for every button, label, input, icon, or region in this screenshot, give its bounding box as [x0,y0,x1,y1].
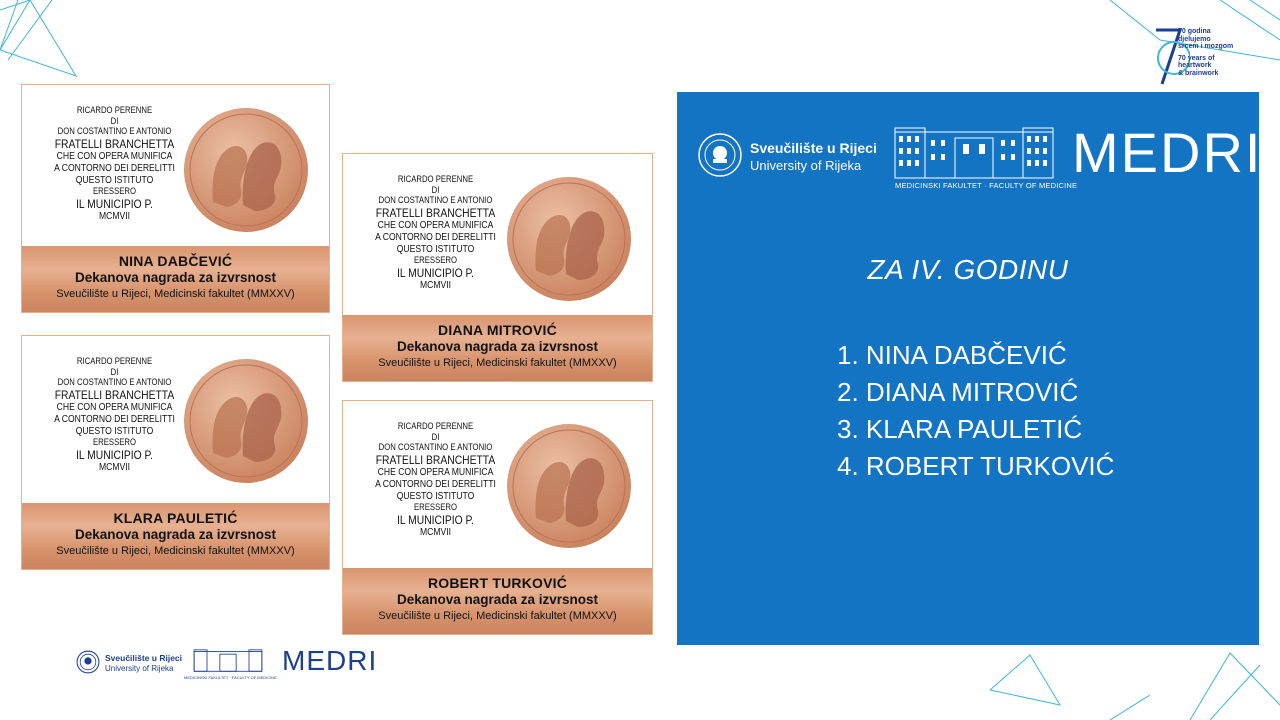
plaque-band [22,503,329,569]
inscription-line: ERESSERO [413,502,457,513]
medallion-icon [506,423,632,549]
medri-logo: MEDRI [1072,121,1263,184]
corner-decoration-bottom-right [960,645,1280,720]
footer-medri-logo: MEDRI [282,645,378,676]
award-plaque [21,84,330,313]
inscription-line: A CONTORNO DEI DERELITTI [54,162,175,174]
plaque-band [343,315,652,381]
inscription-line: ERESSERO [92,437,136,448]
inscription-line: QUESTO ISTITUTO [75,425,154,437]
anniversary-line: srcem i mozgom [1178,43,1234,50]
award-title: Dekanova nagrada za izvrsnost [396,339,599,354]
inscription-line: DON COSTANTINO E ANTONIO [57,377,172,388]
winner-item: 3. KLARA PAULETIĆ [837,414,1083,444]
university-name-en: University of Rijeka [750,158,862,173]
footer-building-icon [184,649,272,673]
corner-decoration-top-left [0,0,120,90]
panel-heading: ZA IV. GODINU [867,254,1069,285]
winner-item: 4. ROBERT TURKOVIĆ [837,451,1115,481]
plaque-band [22,246,329,312]
anniversary-logo [1150,24,1260,88]
recipient-name: DIANA MITROVIĆ [438,322,557,338]
inscription-line: ERESSERO [92,186,136,197]
inscription-line: A CONTORNO DEI DERELITTI [375,231,496,243]
university-seal-icon [697,132,743,178]
inscription-line: FRATELLI BRANCHETTA [54,136,175,151]
anniversary-line: & brainwork [1178,69,1219,77]
inscription-line: IL MUNICIPIO P. [76,196,153,211]
winner-item: 1. NINA DABČEVIĆ [837,340,1067,370]
inscription-line: RICARDO PERENNE [76,105,153,115]
footer-university-name: Sveučilište u Rijeci [105,653,183,663]
plaque-band [343,568,652,634]
footer-university-name-en: University of Rijeka [105,664,174,673]
institution-line: Sveučilište u Rijeci, Medicinski fakultet (MMXXV) [56,545,295,557]
anniversary-line: 70 years of [1178,54,1215,62]
anniversary-line: djelujemo [1178,35,1211,43]
medallion-icon [183,107,309,233]
inscription-line: DI [431,431,440,442]
university-seal-icon [76,650,100,674]
anniversary-line: 70 godina [1178,28,1211,35]
inscription-line: RICARDO PERENNE [76,356,153,366]
plaque-inscription [32,105,197,223]
inscription-line: RICARDO PERENNE [397,421,474,431]
inscription-line: QUESTO ISTITUTO [396,243,475,255]
plaque-inscription [353,174,518,292]
recipient-name: NINA DABČEVIĆ [118,253,233,269]
inscription-line: CHE CON OPERA MUNIFICA [377,466,494,478]
inscription-line: DON COSTANTINO E ANTONIO [378,442,493,453]
inscription-line: IL MUNICIPIO P. [397,512,474,527]
inscription-line: MCMVII [419,527,452,539]
award-plaque [342,400,653,635]
footer-faculty-name: MEDICINSKI FAKULTET · FACULTY OF MEDICINE [184,675,277,680]
inscription-line: FRATELLI BRANCHETTA [375,452,496,467]
inscription-line: ERESSERO [413,255,457,266]
faculty-name: MEDICINSKI FAKULTET · FACULTY OF MEDICINE [895,181,1078,190]
institution-line: Sveučilište u Rijeci, Medicinski fakultet (MMXXV) [378,610,617,622]
inscription-line: A CONTORNO DEI DERELITTI [54,413,175,425]
inscription-line: QUESTO ISTITUTO [396,490,475,502]
inscription-line: MCMVII [98,211,131,223]
inscription-line: DON COSTANTINO E ANTONIO [57,126,172,137]
plaque-inscription [353,421,518,539]
inscription-line: DON COSTANTINO E ANTONIO [378,195,493,206]
inscription-line: QUESTO ISTITUTO [75,174,154,186]
university-name: Sveučilište u Rijeci [750,140,877,156]
inscription-line: DI [110,115,119,126]
award-title: Dekanova nagrada za izvrsnost [396,592,599,607]
inscription-line: MCMVII [419,280,452,292]
inscription-line: IL MUNICIPIO P. [397,265,474,280]
institution-line: Sveučilište u Rijeci, Medicinski fakultet (MMXXV) [56,288,295,300]
medallion-icon [506,176,632,302]
inscription-line: MCMVII [98,462,131,474]
faculty-building-icon [893,126,1055,182]
inscription-line: RICARDO PERENNE [397,174,474,184]
winner-item: 2. DIANA MITROVIĆ [837,377,1079,407]
plaque-inscription [32,356,197,474]
recipient-name: KLARA PAULETIĆ [113,510,238,526]
winners-list [837,337,1114,485]
award-title: Dekanova nagrada za izvrsnost [74,527,277,542]
inscription-line: CHE CON OPERA MUNIFICA [377,219,494,231]
inscription-line: DI [431,184,440,195]
inscription-line: FRATELLI BRANCHETTA [54,387,175,402]
inscription-line: FRATELLI BRANCHETTA [375,205,496,220]
inscription-line: CHE CON OPERA MUNIFICA [56,401,173,413]
inscription-line: DI [110,366,119,377]
institution-line: Sveučilište u Rijeci, Medicinski fakultet (MMXXV) [378,357,617,369]
inscription-line: A CONTORNO DEI DERELITTI [375,478,496,490]
anniversary-line: heartwork [1178,62,1212,69]
recipient-name: ROBERT TURKOVIĆ [427,575,568,591]
award-title: Dekanova nagrada za izvrsnost [74,270,277,285]
award-plaque [21,335,330,570]
medallion-icon [183,358,309,484]
inscription-line: IL MUNICIPIO P. [76,447,153,462]
winners-panel [677,92,1263,645]
award-plaque [342,153,653,382]
inscription-line: CHE CON OPERA MUNIFICA [56,150,173,162]
